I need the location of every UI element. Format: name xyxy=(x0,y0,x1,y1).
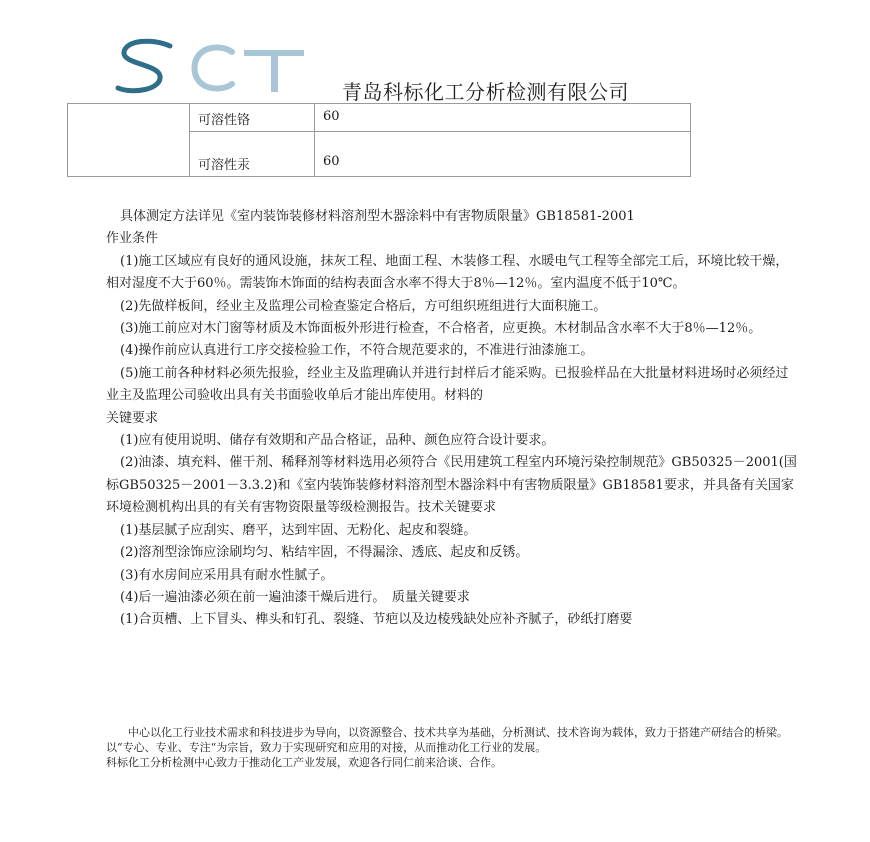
paragraph: 具体测定方法详见《室内装饰装修材料溶剂型木器涂料中有害物质限量》GB18581-2001 xyxy=(120,209,635,224)
paragraph: (1)合页槽、上下冒头、榫头和钉孔、裂缝、节疤以及边棱残缺处应补齐腻子，砂纸打磨要 xyxy=(120,612,633,628)
paragraph: (1)施工区域应有良好的通风设施，抹灰工程、地面工程、木装修工程、水暖电气工程等全部完工后，环境比较干燥，相对湿度不大于60％。需装饰木饰面的结构表面含水率不得大于8％—12％。室内温度不低于10℃。 xyxy=(106,253,789,292)
table-cell-name: 可溶性汞 xyxy=(190,132,315,177)
paragraph: (4)后一遍油漆必须在前一遍油漆干燥后进行。 质量关键要求 xyxy=(120,589,470,605)
document-body xyxy=(106,206,798,632)
substance-limit-table xyxy=(67,103,691,177)
sct-logo xyxy=(112,36,312,98)
paragraph: (5)施工前各种材料必须先报验，经业主及监理确认并进行封样后才能采购。已报验样品在大批量材料进场时必须经过业主及监理公司验收出具有关书面验收单后才能出库使用。材料的 xyxy=(106,365,789,404)
page-footer xyxy=(106,725,798,770)
paragraph: (1)应有使用说明、储存有效期和产品合格证，品种、颜色应符合设计要求。 xyxy=(120,433,555,449)
paragraph: (2)溶剂型涂饰应涂刷均匀、粘结牢固，不得漏涂、透底、起皮和反锈。 xyxy=(120,545,529,561)
paragraph: (4)操作前应认真进行工序交接检验工作，不符合规范要求的，不准进行油漆施工。 xyxy=(120,343,594,359)
footer-text: 科标化工分析检测中心致力于推动化工产业发展，欢迎各行同仁前来洽谈、合作。 xyxy=(106,756,502,769)
paragraph: (3)有水房间应采用具有耐水性腻子。 xyxy=(120,567,334,583)
table-blank-cell xyxy=(68,104,190,177)
paragraph: 关键要求 xyxy=(106,410,159,426)
paragraph: (2)先做样板间，经业主及监理公司检查鉴定合格后，方可组织班组进行大面积施工。 xyxy=(120,298,607,314)
table-cell-name: 可溶性铬 xyxy=(190,104,315,132)
paragraph: 作业条件 xyxy=(106,231,159,247)
company-name: 青岛科标化工分析检测有限公司 xyxy=(342,80,629,104)
table-row xyxy=(68,104,691,132)
table-cell-value: 60 xyxy=(315,104,691,132)
page-header xyxy=(0,0,870,105)
paragraph: (2)油漆、填充料、催干剂、稀释剂等材料选用必须符合《民用建筑工程室内环境污染控制规范》GB50325－2001(国标GB50325－2001－3.3.2)和《室内装饰装修材料溶剂型木器涂料中有害物质限量》GB18581要求，并具备有关国家环境检测机构出具的有关有害物资限量等级检测报告。技术关键要求 xyxy=(106,455,797,516)
paragraph: (1)基层腻子应刮实、磨平，达到牢固、无粉化、起皮和裂缝。 xyxy=(120,522,477,538)
footer-text: 中心以化工行业技术需求和科技进步为导向，以资源整合、技术共享为基础，分析测试、技术咨询为载体，致力于搭建产研结合的桥梁。以“专心、专业、专注“为宗旨，致力于实现研究和应用的对接，从而推动化工行业的发展。 xyxy=(106,726,788,754)
paragraph: (3)施工前应对木门窗等材质及木饰面板外形进行检查，不合格者，应更换。木材制品含水率不大于8％—12％。 xyxy=(120,321,762,337)
table-cell-value: 60 xyxy=(315,132,691,177)
